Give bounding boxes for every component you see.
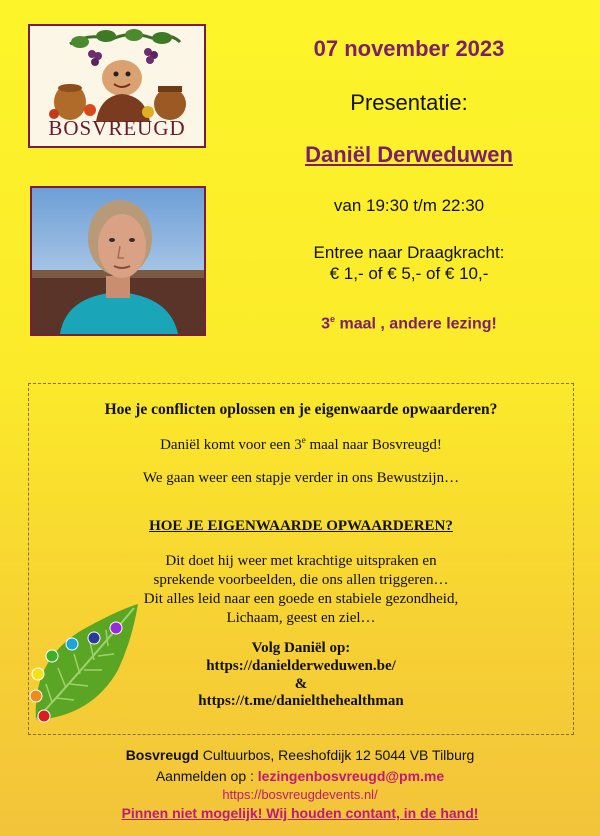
entree-prices: € 1,- of € 5,- of € 10,- [329, 264, 489, 283]
follow-label: Volg Daniël op: [251, 640, 351, 656]
speaker-portrait-icon [32, 188, 204, 334]
question-heading: Hoe je conflicten oplossen en je eigenwaarde opwaarderen? [104, 401, 498, 418]
ampersand: & [294, 676, 308, 692]
intro-line-2: We gaan weer een stapje verder in ons Bewustzijn… [142, 470, 460, 486]
presentation-label: Presentatie: [350, 90, 468, 115]
logo-text: BOSVREUGD [48, 116, 186, 140]
register-line [0, 768, 600, 784]
register-label: Aanmelden op : [155, 768, 258, 784]
body-line-2: sprekende voorbeelden, die ons allen triggeren… [153, 572, 449, 588]
telegram-link[interactable]: https://t.me/danielthehealthman [198, 693, 404, 709]
body-line-3: Dit alles leid naar een goede en stabiele gezondheid, [143, 591, 459, 607]
intro-line-1 [28, 435, 574, 454]
event-date: 07 november 2023 [313, 36, 505, 61]
chakra-leaf-icon [22, 600, 144, 730]
events-website-link[interactable]: https://bosvreugdevents.nl/ [222, 787, 378, 802]
speaker-name: Daniël Derweduwen [305, 142, 513, 167]
intro1-before: Daniël komt voor een 3 [160, 437, 302, 453]
speaker-photo [30, 186, 206, 336]
body-line-4: Lichaam, geest en ziel… [226, 610, 376, 626]
venue-address [0, 747, 600, 763]
bosvreugd-logo [28, 24, 206, 148]
payment-note: Pinnen niet mogelijk! Wij houden contant, in de hand! [121, 805, 479, 821]
third-sup: e [330, 314, 336, 324]
venue-rest: Cultuurbos, Reeshofdijk 12 5044 VB Tilburg [198, 747, 475, 763]
intro1-sup: e [301, 435, 306, 445]
body-line-1: Dit doet hij weer met krachtige uitspraken en [165, 553, 437, 569]
entree-label: Entree naar Draagkracht: [313, 243, 505, 262]
sub-heading: HOE JE EIGENWAARDE OPWAARDEREN? [149, 518, 453, 534]
venue-name: Bosvreugd [125, 747, 199, 763]
third-prefix: 3 [321, 315, 331, 333]
logo-illustration-icon [30, 26, 204, 122]
intro1-after: maal naar Bosvreugd! [305, 437, 442, 453]
register-email[interactable]: lezingenbosvreugd@pm.me [257, 768, 445, 784]
third-time-note [226, 314, 592, 333]
website-link[interactable]: https://danielderweduwen.be/ [206, 658, 396, 674]
third-suffix: maal , andere lezing! [335, 315, 497, 333]
event-time: van 19:30 t/m 22:30 [333, 196, 485, 215]
